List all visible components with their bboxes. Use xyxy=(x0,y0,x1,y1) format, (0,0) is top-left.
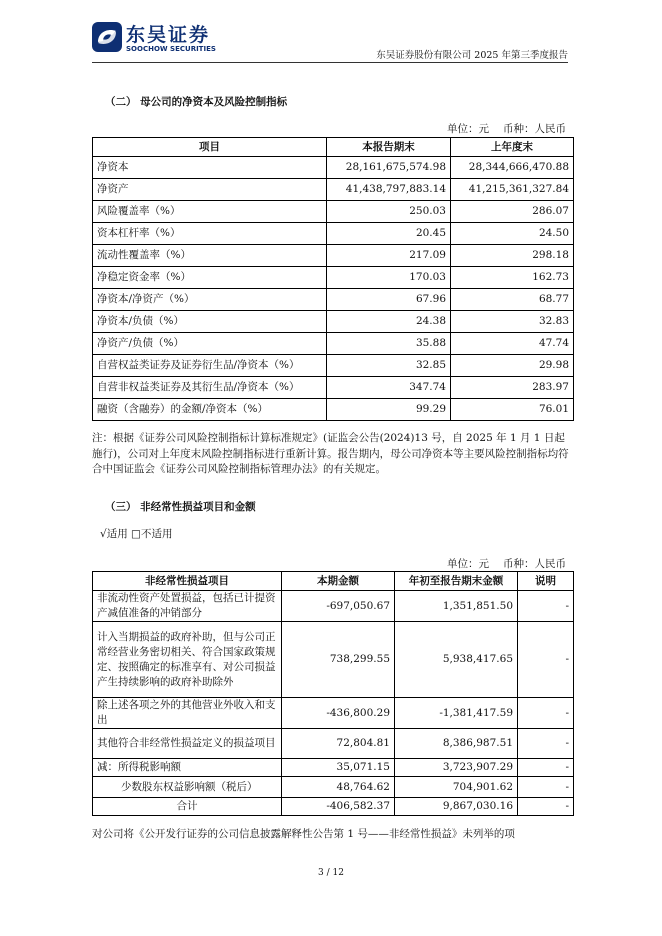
cell-item: 流动性覆盖率（%） xyxy=(93,245,327,267)
cell-item: 净资本/净资产（%） xyxy=(93,289,327,311)
column-header: 项目 xyxy=(93,138,327,157)
cell-current: 738,299.55 xyxy=(282,622,395,698)
cell-current: 35,071.15 xyxy=(282,759,395,777)
table-row xyxy=(93,355,574,377)
table-row xyxy=(93,729,574,759)
section2-unit xyxy=(447,121,566,136)
cell-item: 少数股东权益影响额（税后） xyxy=(93,777,282,798)
cell-current: 72,804.81 xyxy=(282,729,395,759)
cell-prior: 47.74 xyxy=(451,333,574,355)
cell-note: - xyxy=(518,591,574,622)
cell-current: 217.09 xyxy=(327,245,451,267)
table-row xyxy=(93,311,574,333)
soochow-logo-icon xyxy=(92,22,122,52)
table-row xyxy=(93,245,574,267)
table-header-row xyxy=(93,572,574,591)
page-number: 3 / 12 xyxy=(318,868,344,878)
cell-current: 32.85 xyxy=(327,355,451,377)
currency-label: 币种：人民币 xyxy=(503,558,566,570)
table-row xyxy=(93,399,574,421)
cell-prior: 28,344,666,470.88 xyxy=(451,157,574,179)
column-header: 本期金额 xyxy=(282,572,395,591)
report-title: 东吴证券股份有限公司 2025 年第三季度报告 xyxy=(376,50,568,61)
cell-prior: 162.73 xyxy=(451,267,574,289)
cell-item: 净资产 xyxy=(93,179,327,201)
unit-label: 单位：元 xyxy=(447,558,489,570)
cell-item: 净资产/负债（%） xyxy=(93,333,327,355)
cell-item: 自营非权益类证券及其衍生品/净资本（%） xyxy=(93,377,327,399)
unit-label: 单位：元 xyxy=(447,123,489,135)
cell-note: - xyxy=(518,759,574,777)
cell-note: - xyxy=(518,777,574,798)
table-row xyxy=(93,333,574,355)
applicable-checkbox: √适用 □不适用 xyxy=(100,528,173,540)
table-row xyxy=(93,622,574,698)
table-row xyxy=(93,798,574,816)
table-row xyxy=(93,777,574,798)
table-row xyxy=(93,377,574,399)
cell-prior: 68.77 xyxy=(451,289,574,311)
cell-item: 净稳定资金率（%） xyxy=(93,267,327,289)
table-row xyxy=(93,289,574,311)
table-row xyxy=(93,759,574,777)
cell-item: 非流动性资产处置损益，包括已计提资产减值准备的冲销部分 xyxy=(93,591,282,622)
cell-prior: 283.97 xyxy=(451,377,574,399)
footer-note: 对公司将《公开发行证券的公司信息披露解释性公告第 1 号——非经常性损益》未列举的项 xyxy=(92,828,515,840)
currency-label: 币种：人民币 xyxy=(503,123,566,135)
logo-chinese-name: 东吴证券 xyxy=(126,24,211,46)
non-recurring-table xyxy=(92,571,574,816)
cell-prior: 76.01 xyxy=(451,399,574,421)
cell-current: 250.03 xyxy=(327,201,451,223)
cell-current: 48,764.62 xyxy=(282,777,395,798)
cell-current: 99.29 xyxy=(327,399,451,421)
cell-item: 其他符合非经常性损益定义的损益项目 xyxy=(93,729,282,759)
capital-risk-table xyxy=(92,137,574,421)
cell-current: 28,161,675,574.98 xyxy=(327,157,451,179)
cell-ytd: 5,938,417.65 xyxy=(395,622,518,698)
table-row xyxy=(93,201,574,223)
cell-current: 41,438,797,883.14 xyxy=(327,179,451,201)
cell-item: 资本杠杆率（%） xyxy=(93,223,327,245)
cell-note: - xyxy=(518,798,574,816)
cell-note: - xyxy=(518,622,574,698)
cell-item: 计入当期损益的政府补助，但与公司正常经营业务密切相关、符合国家政策规定、按照确定的标准享有、对公司损益产生持续影响的政府补助除外 xyxy=(93,622,282,698)
cell-prior: 286.07 xyxy=(451,201,574,223)
cell-ytd: 8,386,987.51 xyxy=(395,729,518,759)
company-logo xyxy=(92,18,242,60)
table-row xyxy=(93,267,574,289)
column-header: 年初至报告期末金额 xyxy=(395,572,518,591)
section3-title: （三） 非经常性损益项目和金额 xyxy=(105,501,256,513)
cell-item: 净资本/负债（%） xyxy=(93,311,327,333)
cell-prior: 29.98 xyxy=(451,355,574,377)
cell-item: 自营权益类证券及证券衍生品/净资本（%） xyxy=(93,355,327,377)
logo-english-name: SOOCHOW SECURITIES xyxy=(126,45,216,53)
cell-item: 合计 xyxy=(93,798,282,816)
cell-item: 净资本 xyxy=(93,157,327,179)
cell-ytd: 3,723,907.29 xyxy=(395,759,518,777)
cell-current: 347.74 xyxy=(327,377,451,399)
cell-note: - xyxy=(518,729,574,759)
cell-current: 170.03 xyxy=(327,267,451,289)
section2-note: 注：根据《证券公司风险控制指标计算标准规定》(证监会公告(2024)13 号，自 2025 年 1 月 1 日起施行)，公司对上年度末风险控制指标进行重新计算。报告期内，母公司净资本等主要风险控制指标均符合中国证监会《证券公司风险控制指标管理办法》的有关规定。 xyxy=(92,432,569,475)
table-row xyxy=(93,179,574,201)
cell-prior: 24.50 xyxy=(451,223,574,245)
header-divider xyxy=(92,62,568,63)
column-header: 本报告期末 xyxy=(327,138,451,157)
cell-current: -436,800.29 xyxy=(282,698,395,729)
cell-current: -406,582.37 xyxy=(282,798,395,816)
cell-ytd: 9,867,030.16 xyxy=(395,798,518,816)
cell-current: 24.38 xyxy=(327,311,451,333)
table-row xyxy=(93,157,574,179)
table-row xyxy=(93,591,574,622)
cell-item: 风险覆盖率（%） xyxy=(93,201,327,223)
cell-current: 35.88 xyxy=(327,333,451,355)
cell-ytd: 704,901.62 xyxy=(395,777,518,798)
cell-prior: 41,215,361,327.84 xyxy=(451,179,574,201)
cell-prior: 298.18 xyxy=(451,245,574,267)
section2-title: （二） 母公司的净资本及风险控制指标 xyxy=(105,96,288,108)
cell-item: 减：所得税影响额 xyxy=(93,759,282,777)
cell-item: 融资（含融券）的金额/净资本（%） xyxy=(93,399,327,421)
cell-current: -697,050.67 xyxy=(282,591,395,622)
cell-ytd: 1,351,851.50 xyxy=(395,591,518,622)
cell-ytd: -1,381,417.59 xyxy=(395,698,518,729)
cell-current: 67.96 xyxy=(327,289,451,311)
column-header: 上年度末 xyxy=(451,138,574,157)
section3-unit xyxy=(447,556,566,571)
table-row xyxy=(93,223,574,245)
cell-prior: 32.83 xyxy=(451,311,574,333)
table-header-row xyxy=(93,138,574,157)
cell-note: - xyxy=(518,698,574,729)
column-header: 说明 xyxy=(518,572,574,591)
column-header: 非经常性损益项目 xyxy=(93,572,282,591)
cell-item: 除上述各项之外的其他营业外收入和支出 xyxy=(93,698,282,729)
table-row xyxy=(93,698,574,729)
cell-current: 20.45 xyxy=(327,223,451,245)
